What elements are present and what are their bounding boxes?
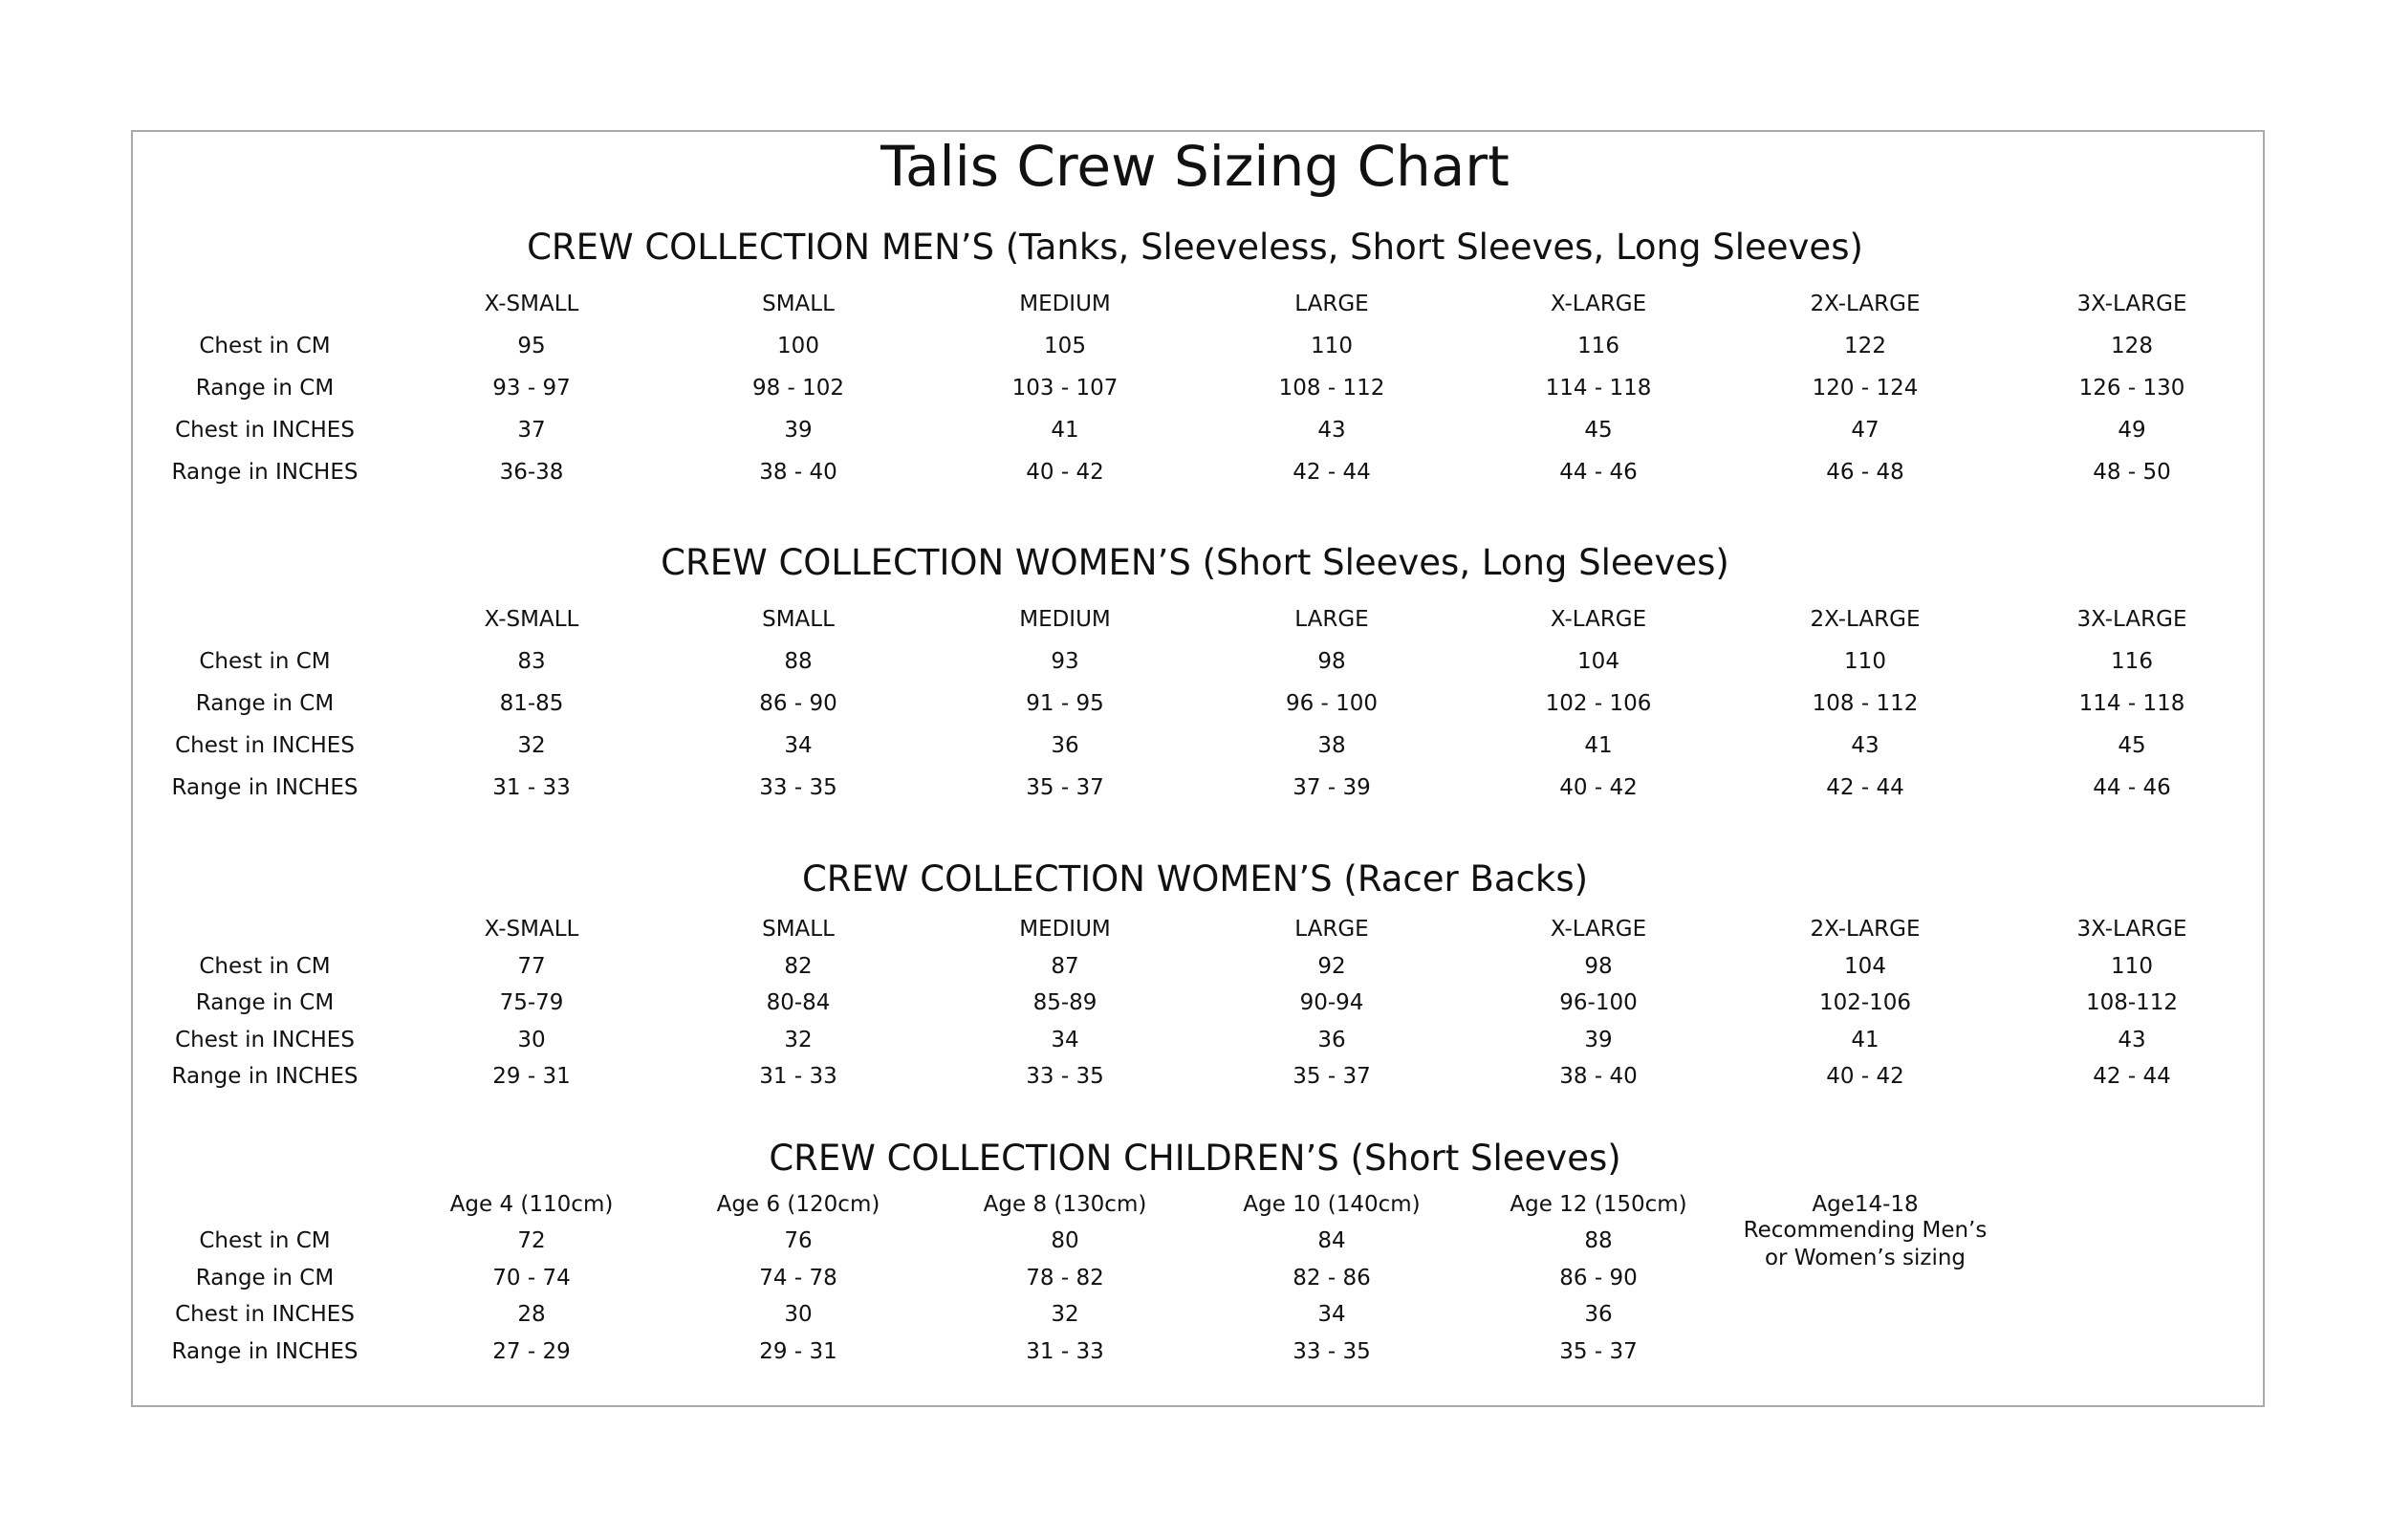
- table-cell: 33 - 35: [1293, 1339, 1371, 1364]
- page-title: Talis Crew Sizing Chart: [880, 134, 1510, 199]
- table-cell: 41: [1051, 418, 1079, 443]
- table-cell: 30: [517, 1028, 546, 1052]
- table-cell: 29 - 31: [492, 1064, 571, 1089]
- table-cell: 81-85: [499, 691, 564, 716]
- row-label: Range in INCHES: [171, 460, 358, 485]
- table-cell: 39: [1584, 1028, 1613, 1052]
- row-label: Range in CM: [195, 990, 335, 1015]
- table-cell: 82 - 86: [1293, 1266, 1371, 1291]
- table-cell: 126 - 130: [2078, 376, 2185, 401]
- table-cell: 33 - 35: [759, 775, 837, 800]
- table-cell: 35 - 37: [1026, 775, 1104, 800]
- table-cell: 85-89: [1032, 990, 1097, 1015]
- table-cell: 88: [784, 649, 813, 674]
- table-cell: 42 - 44: [1826, 775, 1904, 800]
- table-cell: 72: [517, 1228, 546, 1253]
- table-cell: 128: [2111, 334, 2153, 358]
- table-cell: 110: [1844, 649, 1886, 674]
- table-cell: 84: [1317, 1228, 1346, 1253]
- size-header: LARGE: [1294, 607, 1369, 632]
- table-cell: 95: [517, 334, 546, 358]
- table-cell: 90-94: [1299, 990, 1364, 1015]
- section-title: CREW COLLECTION CHILDREN’S (Short Sleeves): [769, 1138, 1621, 1179]
- table-cell: 38 - 40: [759, 460, 837, 485]
- section-title: CREW COLLECTION MEN’S (Tanks, Sleeveless, Short Sleeves, Long Sleeves): [527, 227, 1863, 268]
- table-cell: 76: [784, 1228, 813, 1253]
- table-cell: 42 - 44: [1293, 460, 1371, 485]
- table-cell: 34: [784, 733, 813, 758]
- table-cell: 27 - 29: [492, 1339, 571, 1364]
- table-cell: 103 - 107: [1011, 376, 1119, 401]
- size-header: MEDIUM: [1019, 917, 1111, 942]
- table-cell: 30: [784, 1302, 813, 1327]
- table-cell: 102-106: [1818, 990, 1912, 1015]
- table-cell: 39: [784, 418, 813, 443]
- table-cell: 41: [1851, 1028, 1879, 1052]
- row-label: Range in CM: [195, 376, 335, 401]
- row-label: Chest in INCHES: [175, 1028, 355, 1052]
- size-header: MEDIUM: [1019, 607, 1111, 632]
- table-cell: 108 - 112: [1278, 376, 1385, 401]
- table-cell: 44 - 46: [2093, 775, 2171, 800]
- table-cell: 38 - 40: [1559, 1064, 1638, 1089]
- size-header: X-LARGE: [1550, 607, 1647, 632]
- table-cell: 104: [1577, 649, 1619, 674]
- table-cell: 82: [784, 954, 813, 979]
- table-cell: 32: [784, 1028, 813, 1052]
- table-cell: 86 - 90: [1559, 1266, 1638, 1291]
- table-cell: 31 - 33: [759, 1064, 837, 1089]
- size-header: X-LARGE: [1550, 292, 1647, 316]
- size-header: SMALL: [762, 607, 835, 632]
- table-cell: 110: [1311, 334, 1353, 358]
- table-cell: 80: [1051, 1228, 1079, 1253]
- table-cell: 36: [1584, 1302, 1613, 1327]
- row-label: Chest in CM: [199, 954, 331, 979]
- size-header: Age 8 (130cm): [983, 1192, 1147, 1217]
- size-header: 3X-LARGE: [2076, 917, 2187, 942]
- row-label: Chest in INCHES: [175, 733, 355, 758]
- table-cell: 120 - 124: [1812, 376, 1919, 401]
- size-header: Age 10 (140cm): [1243, 1192, 1421, 1217]
- table-cell: 31 - 33: [1026, 1339, 1104, 1364]
- row-label: Chest in CM: [199, 334, 331, 358]
- size-header: X-LARGE: [1550, 917, 1647, 942]
- size-header: X-SMALL: [484, 607, 579, 632]
- table-cell: 45: [1584, 418, 1613, 443]
- size-header: MEDIUM: [1019, 292, 1111, 316]
- table-cell: 93 - 97: [492, 376, 571, 401]
- table-cell: 92: [1317, 954, 1346, 979]
- table-cell: 105: [1044, 334, 1086, 358]
- table-cell: 43: [1851, 733, 1879, 758]
- size-header: 3X-LARGE: [2076, 607, 2187, 632]
- table-cell: 34: [1051, 1028, 1079, 1052]
- table-cell: 46 - 48: [1826, 460, 1904, 485]
- table-cell: 49: [2118, 418, 2146, 443]
- table-cell: 108 - 112: [1812, 691, 1919, 716]
- size-header: 3X-LARGE: [2076, 292, 2187, 316]
- table-cell: 77: [517, 954, 546, 979]
- table-cell: 36: [1051, 733, 1079, 758]
- table-cell: 32: [517, 733, 546, 758]
- table-cell: 32: [1051, 1302, 1079, 1327]
- table-cell: 74 - 78: [759, 1266, 837, 1291]
- row-label: Range in INCHES: [171, 775, 358, 800]
- table-cell: 86 - 90: [759, 691, 837, 716]
- table-cell: 93: [1051, 649, 1079, 674]
- row-label: Chest in CM: [199, 649, 331, 674]
- size-header: Age 12 (150cm): [1510, 1192, 1687, 1217]
- table-cell: 91 - 95: [1026, 691, 1104, 716]
- table-cell: 122: [1844, 334, 1886, 358]
- sizing-note: Recommending Men’s or Women’s sizing: [1743, 1218, 1988, 1270]
- section-title: CREW COLLECTION WOMEN’S (Racer Backs): [801, 858, 1589, 900]
- table-cell: 108-112: [2085, 990, 2179, 1015]
- table-cell: 40 - 42: [1559, 775, 1638, 800]
- size-header: LARGE: [1294, 917, 1369, 942]
- table-cell: 70 - 74: [492, 1266, 571, 1291]
- row-label: Range in INCHES: [171, 1339, 358, 1364]
- table-cell: 36-38: [499, 460, 564, 485]
- size-header: SMALL: [762, 292, 835, 316]
- table-cell: 96-100: [1559, 990, 1638, 1015]
- table-cell: 42 - 44: [2093, 1064, 2171, 1089]
- table-cell: 98: [1584, 954, 1613, 979]
- table-cell: 114 - 118: [1545, 376, 1652, 401]
- size-header: 2X-LARGE: [1810, 292, 1921, 316]
- size-header: X-SMALL: [484, 292, 579, 316]
- size-header: Age 6 (120cm): [716, 1192, 880, 1217]
- table-cell: 102 - 106: [1545, 691, 1652, 716]
- table-cell: 29 - 31: [759, 1339, 837, 1364]
- table-cell: 47: [1851, 418, 1879, 443]
- table-cell: 31 - 33: [492, 775, 571, 800]
- table-cell: 36: [1317, 1028, 1346, 1052]
- row-label: Chest in INCHES: [175, 1302, 355, 1327]
- table-cell: 83: [517, 649, 546, 674]
- size-header: Age14-18: [1812, 1192, 1919, 1217]
- size-header: X-SMALL: [484, 917, 579, 942]
- table-cell: 110: [2111, 954, 2153, 979]
- table-cell: 116: [2111, 649, 2153, 674]
- table-cell: 114 - 118: [2078, 691, 2185, 716]
- table-cell: 78 - 82: [1026, 1266, 1104, 1291]
- table-cell: 35 - 37: [1559, 1339, 1638, 1364]
- table-cell: 43: [2118, 1028, 2146, 1052]
- row-label: Range in INCHES: [171, 1064, 358, 1089]
- table-cell: 38: [1317, 733, 1346, 758]
- size-header: 2X-LARGE: [1810, 917, 1921, 942]
- table-cell: 28: [517, 1302, 546, 1327]
- table-cell: 88: [1584, 1228, 1613, 1253]
- size-header: Age 4 (110cm): [449, 1192, 614, 1217]
- table-cell: 80-84: [766, 990, 831, 1015]
- table-cell: 37: [517, 418, 546, 443]
- table-cell: 45: [2118, 733, 2146, 758]
- table-cell: 37 - 39: [1293, 775, 1371, 800]
- table-cell: 44 - 46: [1559, 460, 1638, 485]
- table-cell: 98 - 102: [751, 376, 845, 401]
- table-cell: 104: [1844, 954, 1886, 979]
- row-label: Range in CM: [195, 1266, 335, 1291]
- row-label: Chest in INCHES: [175, 418, 355, 443]
- size-header: LARGE: [1294, 292, 1369, 316]
- section-title: CREW COLLECTION WOMEN’S (Short Sleeves, Long Sleeves): [661, 542, 1729, 583]
- table-cell: 87: [1051, 954, 1079, 979]
- table-cell: 40 - 42: [1026, 460, 1104, 485]
- table-cell: 33 - 35: [1026, 1064, 1104, 1089]
- size-header: 2X-LARGE: [1810, 607, 1921, 632]
- table-cell: 35 - 37: [1293, 1064, 1371, 1089]
- table-cell: 116: [1577, 334, 1619, 358]
- size-header: SMALL: [762, 917, 835, 942]
- row-label: Chest in CM: [199, 1228, 331, 1253]
- table-cell: 34: [1317, 1302, 1346, 1327]
- table-cell: 98: [1317, 649, 1346, 674]
- table-cell: 43: [1317, 418, 1346, 443]
- table-cell: 48 - 50: [2093, 460, 2171, 485]
- row-label: Range in CM: [195, 691, 335, 716]
- table-cell: 100: [777, 334, 819, 358]
- table-cell: 75-79: [499, 990, 564, 1015]
- table-cell: 41: [1584, 733, 1613, 758]
- table-cell: 96 - 100: [1285, 691, 1379, 716]
- table-cell: 40 - 42: [1826, 1064, 1904, 1089]
